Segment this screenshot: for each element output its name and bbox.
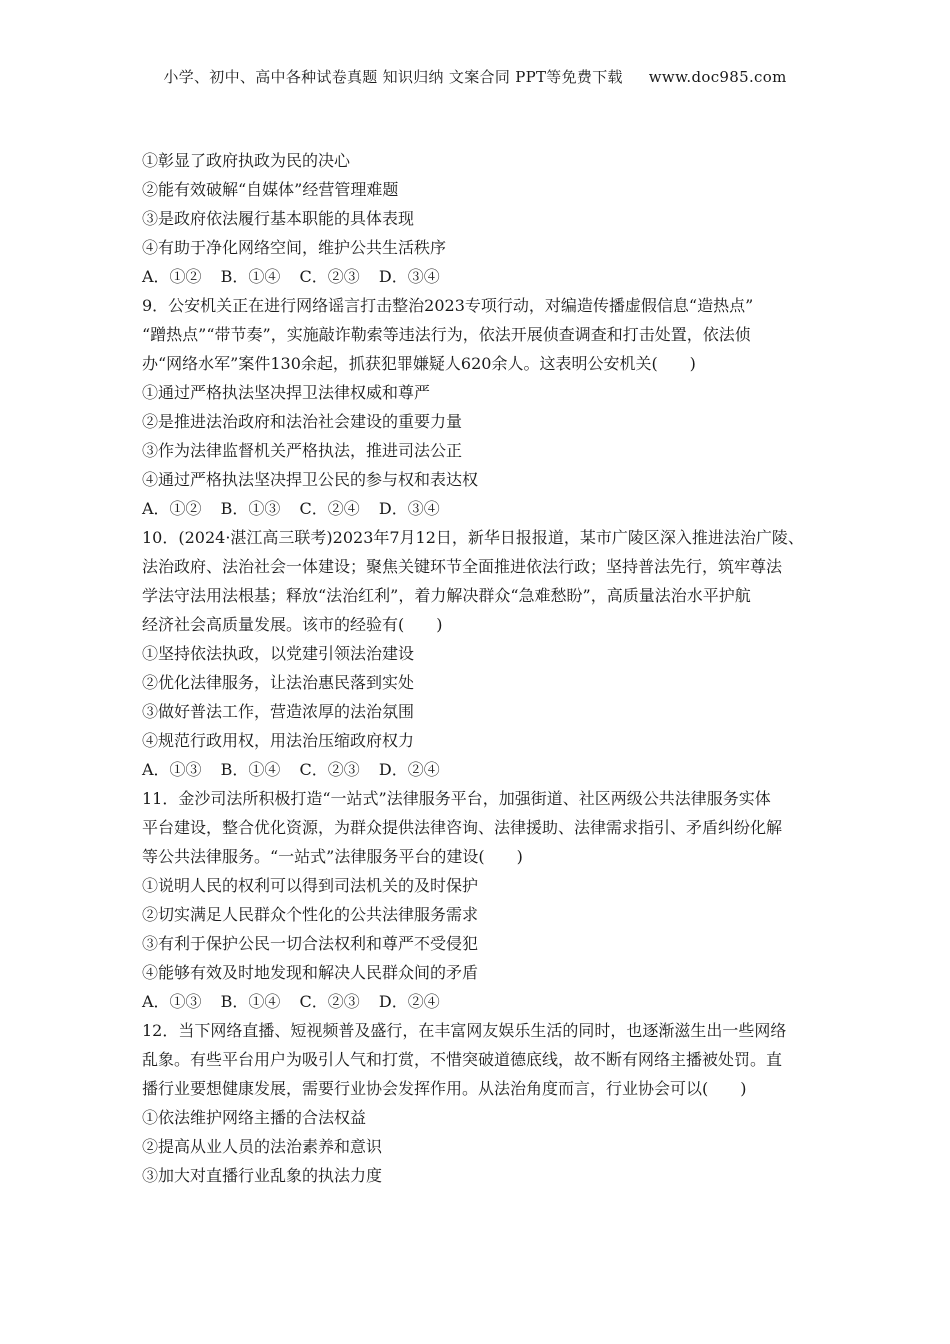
q10-option-3: ③做好普法工作，营造浓厚的法治氛围 [142,702,415,721]
question-10 [142,523,818,784]
q11-stem-line-3: 等公共法律服务。“一站式”法律服务平台的建设( ) [142,847,523,866]
q12-stem-line-1: 12．当下网络直播、短视频普及盛行，在丰富网友娱乐生活的同时，也逐渐滋生出一些网络 [142,1021,787,1040]
q8-option-2: ②能有效破解“自媒体”经营管理难题 [142,180,399,199]
question-8 [142,146,818,291]
q9-option-4: ④通过严格执法坚决捍卫公民的参与权和表达权 [142,470,479,489]
q9-answer-c[interactable]: C．②④ [299,499,360,518]
q8-answer-a[interactable]: A．①② [142,267,202,286]
q8-option-3: ③是政府依法履行基本职能的具体表现 [142,209,415,228]
q11-option-1: ①说明人民的权利可以得到司法机关的及时保护 [142,876,479,895]
header-text: 小学、初中、高中各种试卷真题 知识归纳 文案合同 PPT等免费下载 [163,68,623,86]
q10-stem-line-4: 经济社会高质量发展。该市的经验有( ) [142,615,443,634]
q11-option-3: ③有利于保护公民一切合法权利和尊严不受侵犯 [142,934,479,953]
q10-option-2: ②优化法律服务，让法治惠民落到实处 [142,673,415,692]
q8-answer-d[interactable]: D．③④ [378,267,440,286]
q11-option-2: ②切实满足人民群众个性化的公共法律服务需求 [142,905,479,924]
q10-option-4: ④规范行政用权，用法治压缩政府权力 [142,731,415,750]
q9-option-2: ②是推进法治政府和法治社会建设的重要力量 [142,412,463,431]
q10-answer-c[interactable]: C．②③ [299,760,360,779]
q8-answer-b[interactable]: B．①④ [220,267,281,286]
question-11 [142,784,818,1016]
q10-stem-line-2: 法治政府、法治社会一体建设；聚焦关键环节全面推进依法行政；坚持普法先行，筑牢尊法 [142,557,783,576]
q10-answer-a[interactable]: A．①③ [142,760,202,779]
q10-answer-choices [142,755,818,784]
q11-option-4: ④能够有效及时地发现和解决人民群众间的矛盾 [142,963,479,982]
q11-answer-a[interactable]: A．①③ [142,992,202,1011]
q9-answer-b[interactable]: B．①③ [220,499,281,518]
q11-answer-d[interactable]: D．②④ [378,992,440,1011]
q8-answer-choices [142,262,818,291]
q9-stem-line-2: “蹭热点”“带节奏”，实施敲诈勒索等违法行为，依法开展侦查调查和打击处置，依法侦 [142,325,751,344]
q11-stem-line-2: 平台建设，整合优化资源，为群众提供法律咨询、法律援助、法律需求指引、矛盾纠纷化解 [142,818,783,837]
q9-option-1: ①通过严格执法坚决捍卫法律权威和尊严 [142,383,431,402]
q12-option-3: ③加大对直播行业乱象的执法力度 [142,1166,383,1185]
q12-stem-line-2: 乱象。有些平台用户为吸引人气和打赏，不惜突破道德底线，故不断有网络主播被处罚。直 [142,1050,783,1069]
q8-answer-c[interactable]: C．②③ [299,267,360,286]
q8-option-1: ①彰显了政府执政为民的决心 [142,151,351,170]
question-9 [142,291,818,523]
q11-stem-line-1: 11．金沙司法所积极打造“一站式”法律服务平台，加强街道、社区两级公共法律服务实体 [142,789,771,808]
q11-answer-b[interactable]: B．①④ [220,992,281,1011]
q9-stem-line-1: 9．公安机关正在进行网络谣言打击整治2023专项行动，对编造传播虚假信息“造热点” [142,296,754,315]
q9-answer-a[interactable]: A．①② [142,499,202,518]
page-header [0,66,950,87]
q10-answer-b[interactable]: B．①④ [220,760,281,779]
q8-option-4: ④有助于净化网络空间，维护公共生活秩序 [142,238,447,257]
exam-content [142,146,818,1190]
q12-option-2: ②提高从业人员的法治素养和意识 [142,1137,383,1156]
q10-stem-line-3: 学法守法用法根基；释放“法治红利”，着力解决群众“急难愁盼”，高质量法治水平护航 [142,586,751,605]
q12-stem-line-3: 播行业要想健康发展，需要行业协会发挥作用。从法治角度而言，行业协会可以( ) [142,1079,747,1098]
q11-answer-choices [142,987,818,1016]
q9-answer-choices [142,494,818,523]
q10-option-1: ①坚持依法执政，以党建引领法治建设 [142,644,415,663]
q10-answer-d[interactable]: D．②④ [378,760,440,779]
q11-answer-c[interactable]: C．②③ [299,992,360,1011]
q10-stem-line-1: 10．(2024·湛江高三联考)2023年7月12日，新华日报报道，某市广陵区深入推进法治广陵、 [142,528,804,547]
question-12 [142,1016,818,1190]
q9-option-3: ③作为法律监督机关严格执法，推进司法公正 [142,441,463,460]
header-site-link[interactable]: www.doc985.com [648,68,787,86]
q9-stem-line-3: 办“网络水军”案件130余起，抓获犯罪嫌疑人620余人。这表明公安机关( ) [142,354,696,373]
q12-option-1: ①依法维护网络主播的合法权益 [142,1108,367,1127]
q9-answer-d[interactable]: D．③④ [378,499,440,518]
